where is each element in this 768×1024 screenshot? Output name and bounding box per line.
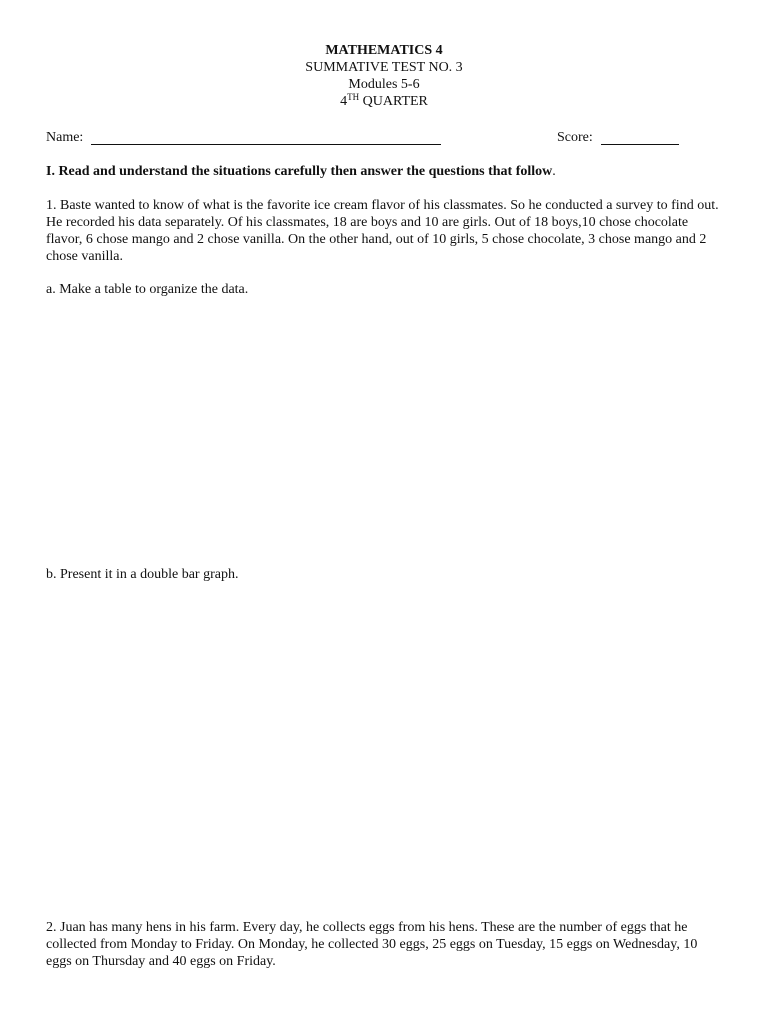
- instruction-text: I. Read and understand the situations carefully then answer the questions that follow: [46, 164, 553, 179]
- question-2-text: 2. Juan has many hens in his farm. Every day, he collects eggs from his hens. These are the number of eggs that he collected from Monday to Friday. On Monday, he collected 30 eggs, 25 eggs on Tuesday, 15 eggs on Wednesday, 10 eggs on Thursday and 40 eggs on Friday.: [46, 920, 698, 969]
- question-1b-text: b. Present it in a double bar graph.: [46, 567, 239, 582]
- name-label: Name:: [46, 130, 84, 145]
- score-label: Score:: [557, 130, 593, 145]
- quarter-label: [0, 93, 768, 110]
- document-title: MATHEMATICS 4: [325, 43, 443, 58]
- section-instruction: [46, 163, 726, 180]
- quarter-superscript: TH: [347, 92, 360, 102]
- quarter-word: QUARTER: [362, 94, 428, 109]
- document-header: [0, 42, 768, 110]
- score-blank-line[interactable]: [601, 144, 679, 145]
- instruction-period: .: [552, 164, 556, 179]
- quarter-number: 4: [340, 94, 348, 109]
- question-1a-text: a. Make a table to organize the data.: [46, 282, 249, 297]
- modules-label: Modules 5-6: [348, 77, 420, 92]
- question-1-text: 1. Baste wanted to know of what is the favorite ice cream flavor of his classmates. So he conducted a survey to find out. He recorded his data separately. Of his classmates, 18 are boys and 10 are girls. Out of 18 boys,10 chose chocolate flavor, 6 chose mango and 2 chose vanilla. On the other hand, out of 10 girls, 5 chose chocolate, 3 chose mango and 2 chose vanilla.: [46, 198, 719, 264]
- test-number: SUMMATIVE TEST NO. 3: [305, 60, 463, 75]
- name-blank-line[interactable]: [91, 144, 441, 145]
